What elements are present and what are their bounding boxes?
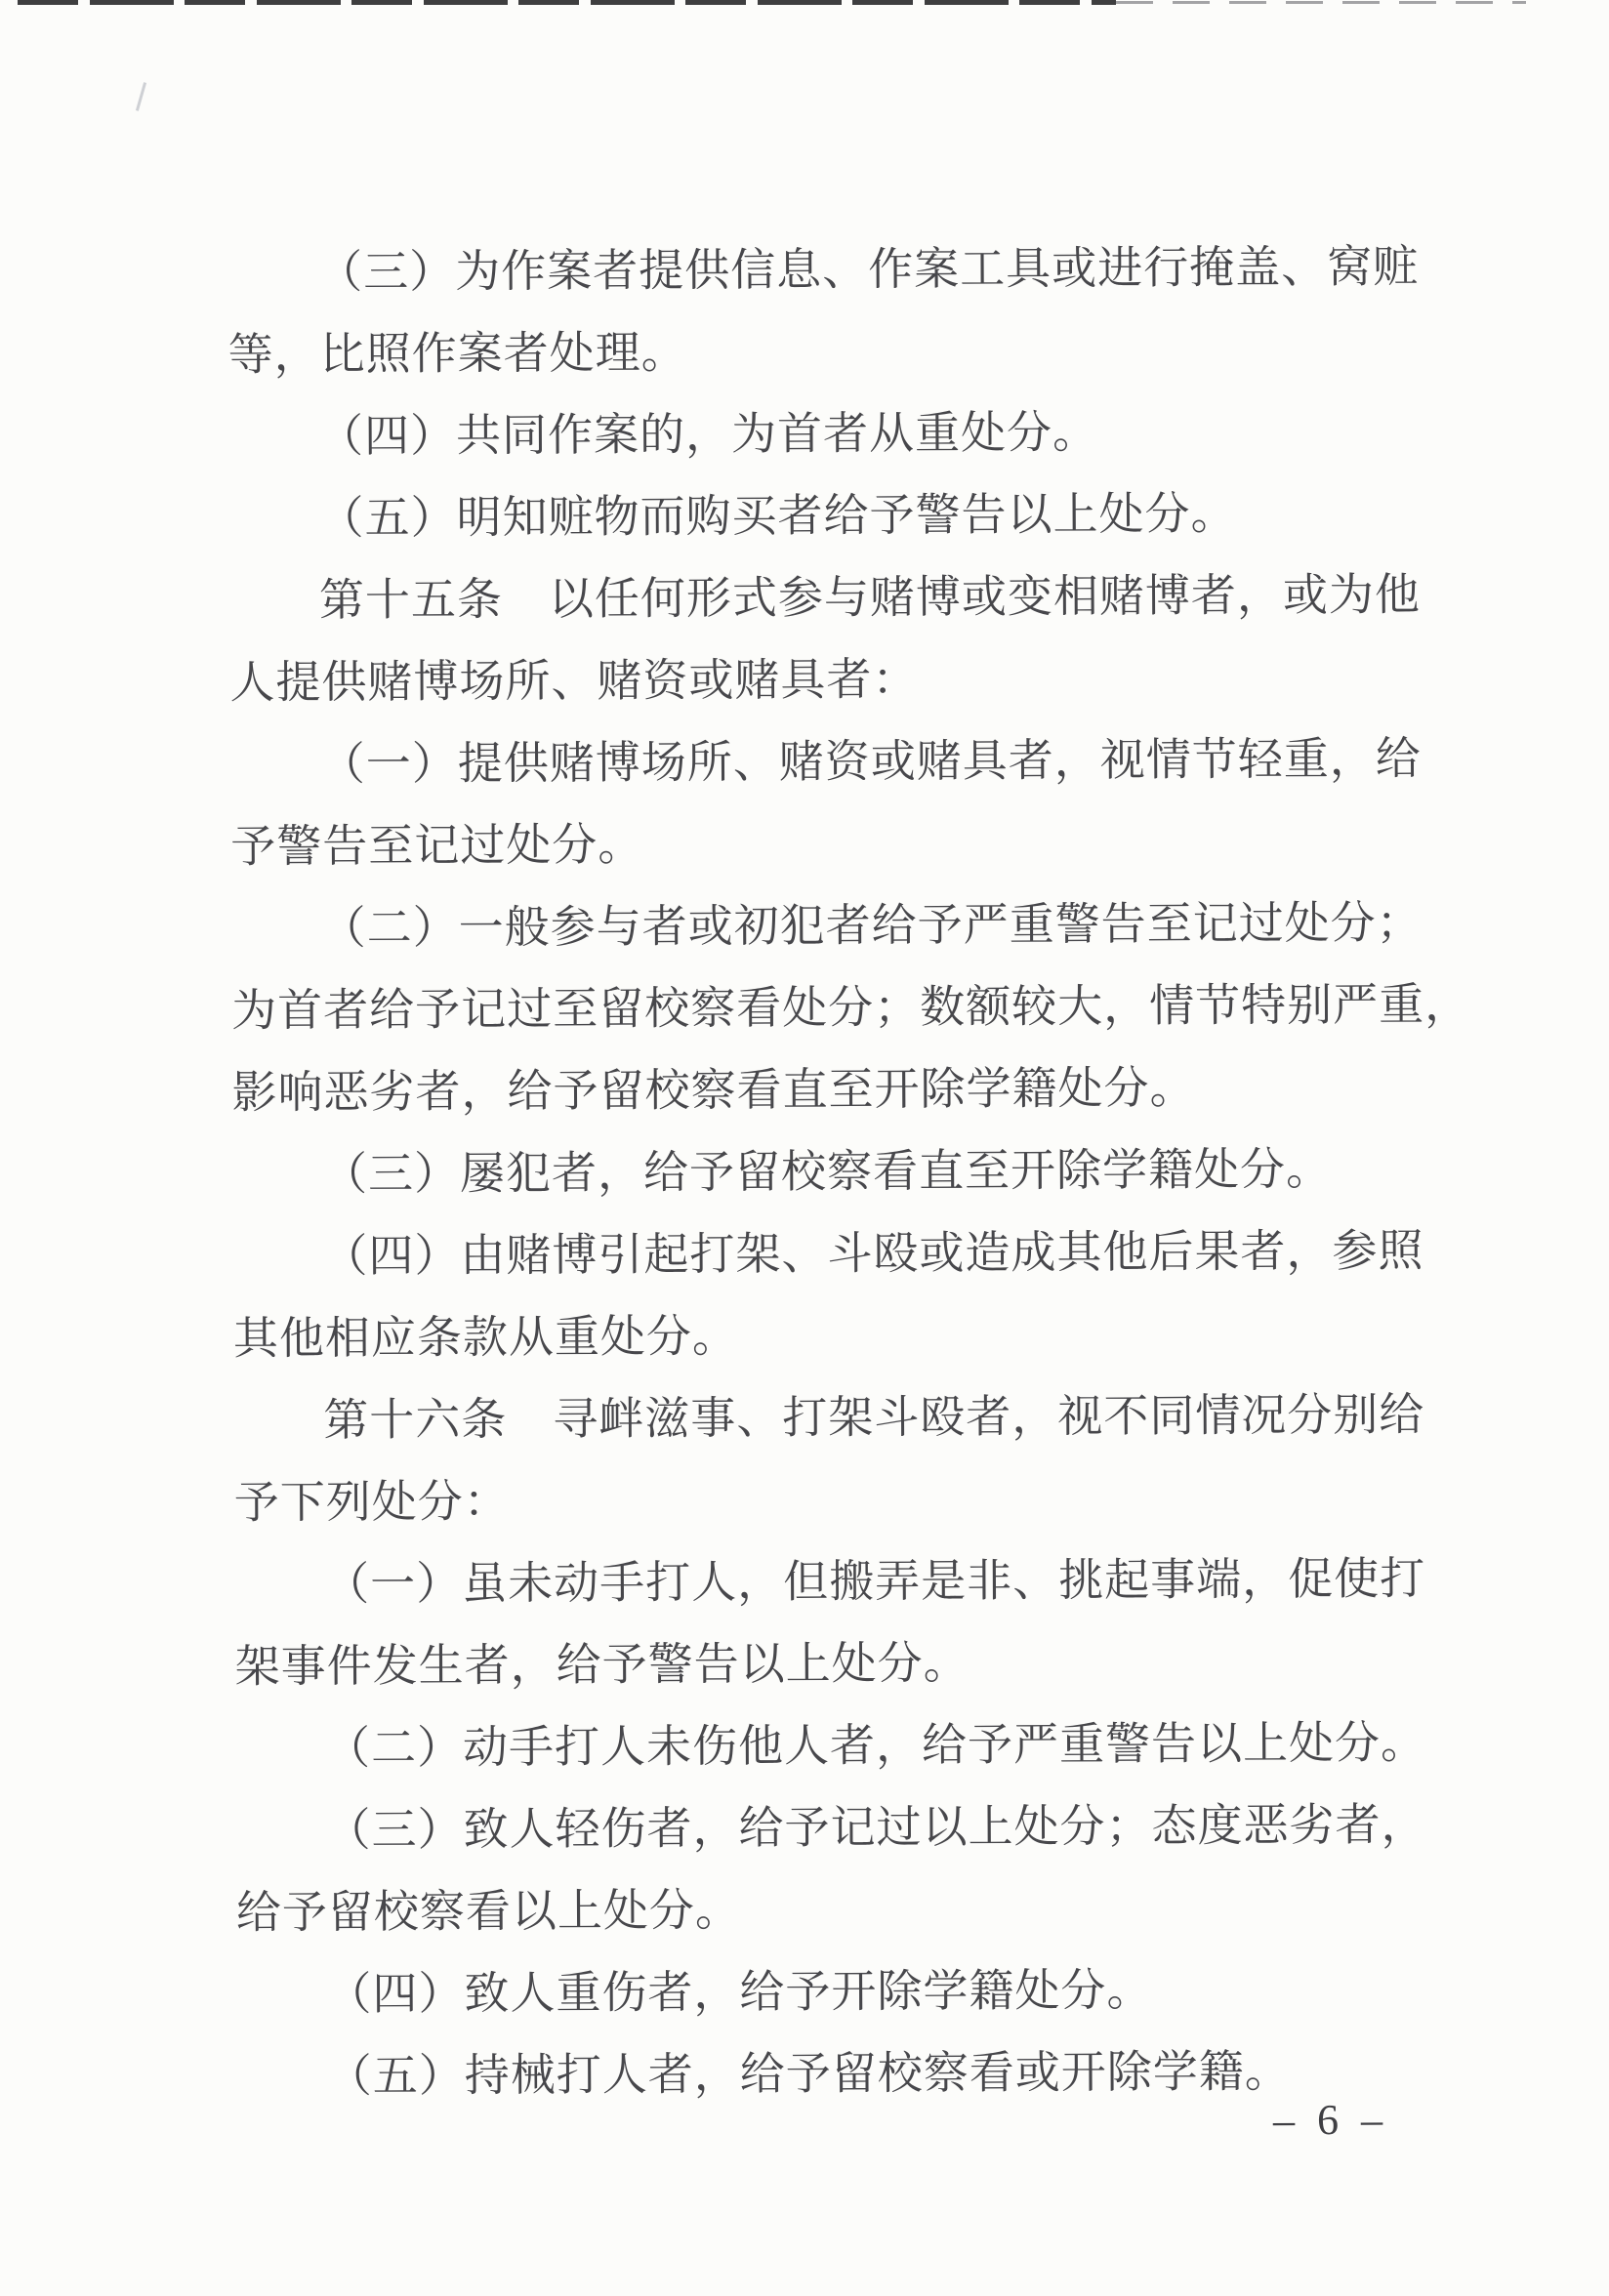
text-line: （四）致人重伤者，给予开除学籍处分。	[326, 1964, 1153, 2020]
text-line: （三）屡犯者，给予留校察看直至开除学籍处分。	[321, 1144, 1333, 1200]
text-line: 影响恶劣者，给予留校察看直至开除学籍处分。	[231, 1062, 1196, 1118]
text-line: （四）由赌博引起打架、斗殴或造成其他后果者，参照	[322, 1225, 1424, 1282]
text-line: 人提供赌博场所、赌资或赌具者：	[229, 654, 919, 708]
text-line: （一）虽未动手打人，但搬弄是非、挑起事端，促使打	[324, 1553, 1426, 1610]
text-line: （三）致人轻伤者，给予记过以上处分；态度恶劣者，	[325, 1799, 1427, 1856]
text-line: （五）持械打人者，给予留校察看或开除学籍。	[326, 2046, 1291, 2102]
text-line: 等，比照作案者处理。	[227, 327, 687, 380]
text-line: （二）一般参与者或初犯者给予严重警告至记过处分；	[320, 897, 1423, 954]
text-line: （二）动手打人未伤他人者，给予严重警告以上处分。	[324, 1717, 1427, 1774]
text-line: （四）共同作案的，为首者从重处分。	[317, 407, 1099, 462]
document-body	[227, 226, 1497, 2118]
text-line: 架事件发生者，给予警告以上处分。	[234, 1637, 970, 1692]
text-line: 第十六条 寻衅滋事、打架斗殴者，视不同情况分别给	[323, 1389, 1425, 1446]
page-number: – 6 –	[1272, 2095, 1389, 2145]
text-line: （一）提供赌博场所、赌资或赌具者，视情节轻重，给	[319, 733, 1422, 790]
text-line: 给予留校察看以上处分。	[235, 1885, 742, 1938]
text-line: （五）明知赃物而购买者给予警告以上处分。	[318, 488, 1237, 544]
text-line: 其他相应条款从重处分。	[232, 1311, 739, 1364]
text-line: 予下列处分：	[233, 1476, 510, 1528]
text-line: 予警告至记过处分。	[230, 819, 644, 872]
text-line: 为首者给予记过至留校察看处分；数额较大，情节特别严重，	[231, 979, 1471, 1036]
text-line: （三）为作案者提供信息、作案工具或进行掩盖、窝赃	[317, 241, 1420, 298]
text-line: 第十五条 以任何形式参与赌博或变相赌博者，或为他	[318, 569, 1422, 626]
